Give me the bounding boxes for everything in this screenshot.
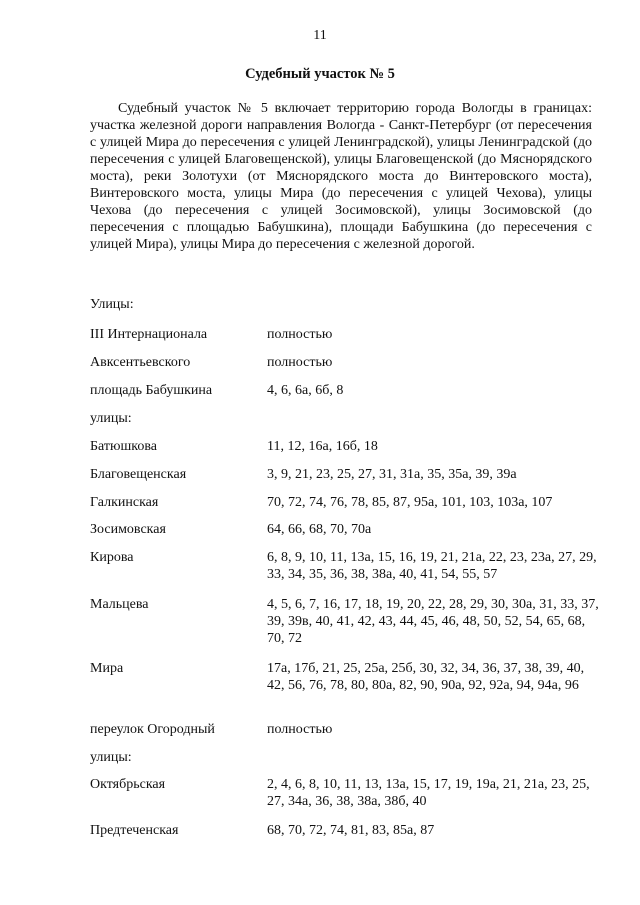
street-name: Мира [90, 661, 124, 676]
house-numbers: полностью [267, 327, 333, 342]
house-numbers: 68, 70, 72, 74, 81, 83, 85а, 87 [267, 823, 435, 838]
house-numbers: полностью [267, 722, 333, 737]
street-name: Батюшкова [90, 439, 157, 454]
page-title: Судебный участок № 5 [245, 66, 395, 82]
house-numbers: 64, 66, 68, 70, 70а [267, 522, 372, 537]
streets-heading: Улицы: [90, 297, 134, 312]
street-name: Октябрьская [90, 777, 166, 792]
house-numbers: 6, 8, 9, 10, 11, 13а, 15, 16, 19, 21, 21а, 22, 23, 23а, 27, 29, 33, 34, 35, 36, 38, 38а, 40, 41, 54, 55, 57 [267, 550, 597, 582]
street-name: Кирова [90, 550, 134, 565]
street-name: III Интернационала [90, 327, 208, 342]
house-numbers: 70, 72, 74, 76, 78, 85, 87, 95а, 101, 103, 103а, 107 [267, 495, 553, 510]
street-name: переулок Огородный [90, 722, 215, 737]
streets-heading: улицы: [90, 411, 132, 426]
house-numbers: полностью [267, 355, 333, 370]
house-numbers: 3, 9, 21, 23, 25, 27, 31, 31а, 35, 35а, 39, 39а [267, 467, 517, 482]
house-numbers: 17а, 17б, 21, 25, 25а, 25б, 30, 32, 34, 36, 37, 38, 39, 40, 42, 56, 76, 78, 80, 80а, 82, 90, 90а, 92, 92а, 94, 94а, 96 [267, 661, 585, 693]
street-name: Галкинская [90, 495, 159, 510]
intro-paragraph: Судебный участок № 5 включает территорию города Вологды в границах: участка железной дороги направления Вологда - Санкт-Петербург (от пересечения с улицей Мира до пересечения с улицей Ленинградской), улицы Ленинградской (до пересечения с улицей Благовещенской), улицы Благовещенской (до Мяснорядского моста), реки Золотухи (от Мяснорядского моста до Винтеровского моста), Винтеровского моста, улицы Мира (до пересечения с улицей Чехова), улицы Чехова (до пересечения с улицей Зосимовской), улицы Зосимовской (до пересечения с площадью Бабушкина), площади Бабушкина (до пересечения с улицей Мира), улицы Мира до пересечения с железной дорогой. [90, 101, 592, 252]
streets-heading: улицы: [90, 750, 132, 765]
street-name: Авксентьевского [90, 355, 191, 370]
street-name: Мальцева [90, 597, 149, 612]
street-name: Предтеченская [90, 823, 179, 838]
page-number: 11 [313, 28, 327, 43]
street-name: Благовещенская [90, 467, 187, 482]
house-numbers: 11, 12, 16а, 16б, 18 [267, 439, 378, 454]
house-numbers: 4, 6, 6а, 6б, 8 [267, 383, 344, 398]
house-numbers: 4, 5, 6, 7, 16, 17, 18, 19, 20, 22, 28, 29, 30, 30а, 31, 33, 37, 39, 39в, 40, 41, 42, 43, 44, 45, 46, 48, 50, 52, 54, 65, 68, 70, 72 [267, 597, 599, 646]
house-numbers: 2, 4, 6, 8, 10, 11, 13, 13а, 15, 17, 19, 19а, 21, 21а, 23, 25, 27, 34а, 36, 38, 38а, 38б, 40 [267, 777, 590, 809]
street-name: Зосимовская [90, 522, 166, 537]
street-name: площадь Бабушкина [90, 383, 213, 398]
